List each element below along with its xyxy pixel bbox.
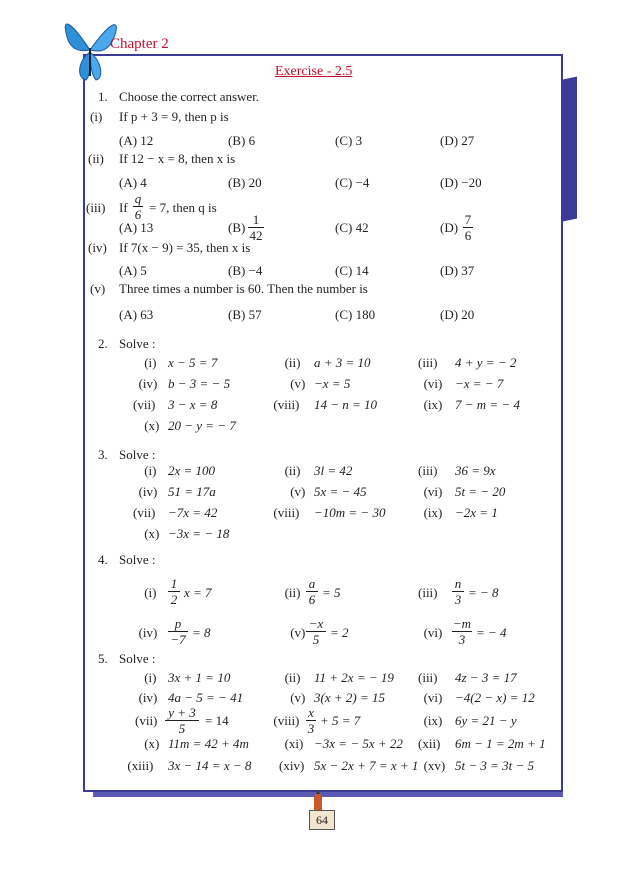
- problem-number: (viii): [273, 713, 300, 728]
- q1-i-opt-c: (C) 3: [335, 133, 363, 148]
- problem-number: (iii): [418, 670, 438, 685]
- q3-title: Solve :: [119, 447, 156, 462]
- q1-i-roman: (i): [90, 109, 103, 124]
- fraction-numerator: p: [174, 616, 182, 631]
- problem-number: (iv): [138, 625, 158, 640]
- fraction-numerator: 1: [170, 576, 178, 591]
- fraction-numerator: 1: [252, 212, 260, 227]
- fraction: [168, 617, 188, 646]
- q1-i-opt-d: (D) 27: [440, 133, 475, 148]
- equation: x − 5 = 7: [168, 355, 218, 370]
- equation-rhs: = 8: [192, 625, 211, 640]
- fraction-denominator: 42: [249, 228, 263, 243]
- equation: 3(x + 2) = 15: [314, 690, 385, 705]
- q5-number: 5.: [98, 651, 108, 666]
- q1-v-opt-d: (D) 20: [440, 307, 475, 322]
- q1-v-opt-a: (A) 63: [119, 307, 154, 322]
- equation: −3x = − 5x + 22: [314, 736, 403, 751]
- problem-number: (ix): [423, 397, 443, 412]
- q1-i-opt-b: (B) 6: [228, 133, 256, 148]
- equation: 20 − y = − 7: [168, 418, 236, 433]
- fraction-denominator: 6: [464, 228, 472, 243]
- q1-iii-stem-post: = 7, then q is: [149, 200, 217, 215]
- equation-rhs: = 2: [330, 625, 349, 640]
- q1-iv-opt-d: (D) 37: [440, 263, 475, 278]
- q1-iii-fraction: [133, 192, 143, 221]
- fraction-numerator: a: [308, 576, 316, 591]
- q1-iii-roman: (iii): [86, 200, 106, 215]
- q2-number: 2.: [98, 336, 108, 351]
- q1-ii-roman: (ii): [88, 151, 104, 166]
- equation: 5x = − 45: [314, 484, 367, 499]
- q5-vii-roman: (vii): [135, 713, 158, 728]
- q1-iii-stem-pre: If: [119, 200, 128, 215]
- fraction: [306, 617, 326, 646]
- frame-tab: [563, 77, 577, 222]
- fraction-denominator: 5: [178, 721, 186, 736]
- q2-title: Solve :: [119, 336, 156, 351]
- equation: −x = 5: [314, 376, 351, 391]
- fraction: [452, 577, 464, 606]
- equation: 5x − 2x + 7 = x + 1: [314, 758, 419, 773]
- equation: 7 − m = − 4: [455, 397, 520, 412]
- fraction-denominator: 2: [170, 592, 178, 607]
- fraction-denominator: 6: [134, 207, 142, 222]
- equation: −3x = − 18: [168, 526, 230, 541]
- problem-number: (ii): [284, 585, 301, 600]
- fraction: [306, 577, 318, 606]
- q1-iii-opt-c: (C) 42: [335, 220, 369, 235]
- fraction-denominator: −7: [170, 632, 186, 647]
- q1-i-stem: If p + 3 = 9, then p is: [119, 109, 229, 124]
- fraction-denominator: 3: [458, 632, 466, 647]
- fraction-numerator: 7: [464, 212, 472, 227]
- q1-v-stem: Three times a number is 60. Then the number is: [119, 281, 368, 296]
- q1-number: 1.: [98, 89, 108, 104]
- problem-number: (vi): [423, 376, 443, 391]
- problem-number: (v): [290, 690, 306, 705]
- fraction-denominator: 5: [312, 632, 320, 647]
- problem-number: (x): [144, 526, 160, 541]
- problem-number: (viii): [273, 397, 300, 412]
- q1-iii-opt-a: (A) 13: [119, 220, 154, 235]
- problem-number: (i): [144, 585, 157, 600]
- fraction-denominator: 3: [307, 721, 315, 736]
- q1-ii-stem: If 12 − x = 8, then x is: [119, 151, 236, 166]
- equation-rhs: = − 8: [468, 585, 499, 600]
- q1-ii-opt-c: (C) −4: [335, 175, 370, 190]
- equation: 5t − 3 = 3t − 5: [455, 758, 535, 773]
- q1-iii-opt-d-fraction: [463, 213, 473, 242]
- equation: b − 3 = − 5: [168, 376, 231, 391]
- q4-title: Solve :: [119, 552, 156, 567]
- q1-ii-opt-d: (D) −20: [440, 175, 482, 190]
- equation: 4a − 5 = − 41: [168, 690, 244, 705]
- problem-number: (v): [290, 376, 306, 391]
- problem-number: (i): [144, 463, 157, 478]
- equation-rhs: x = 7: [184, 585, 212, 600]
- equation: −7x = 42: [168, 505, 218, 520]
- problem-number: (v): [290, 625, 306, 640]
- page-number: 64: [309, 810, 335, 830]
- fraction-numerator: x: [308, 705, 314, 720]
- q3-number: 3.: [98, 447, 108, 462]
- problem-number: (vi): [423, 625, 443, 640]
- q1-iv-roman: (iv): [88, 240, 107, 255]
- q1-iv-stem: If 7(x − 9) = 35, then x is: [119, 240, 251, 255]
- q4-number: 4.: [98, 552, 108, 567]
- q1-v-roman: (v): [90, 281, 106, 296]
- equation-rhs: = 5: [322, 585, 341, 600]
- q5-vii-rhs: = 14: [205, 713, 229, 728]
- q1-v-opt-b: (B) 57: [228, 307, 262, 322]
- problem-number: (ii): [284, 355, 301, 370]
- problem-number: (i): [144, 355, 157, 370]
- problem-number: (x): [144, 736, 160, 751]
- problem-number: (vi): [423, 690, 443, 705]
- equation: 2x = 100: [168, 463, 216, 478]
- equation: 6y = 21 − y: [455, 713, 517, 728]
- q1-iv-opt-b: (B) −4: [228, 263, 263, 278]
- equation: −2x = 1: [455, 505, 498, 520]
- equation: + 5 = 7: [320, 713, 361, 728]
- q5-title: Solve :: [119, 651, 156, 666]
- q5-vii-fraction: [165, 706, 199, 735]
- equation: −4(2 − x) = 12: [455, 690, 535, 705]
- q1-iv-opt-c: (C) 14: [335, 263, 369, 278]
- q1-ii-opt-a: (A) 4: [119, 175, 147, 190]
- problem-number: (iii): [418, 585, 438, 600]
- problem-number: (iii): [418, 463, 438, 478]
- q1-iii-opt-d: (D): [440, 220, 459, 235]
- problem-number: (xi): [284, 736, 304, 751]
- fraction-numerator: −x: [308, 616, 324, 631]
- exercise-title: Exercise - 2.5: [275, 64, 353, 79]
- q1-i-opt-a: (A) 12: [119, 133, 154, 148]
- equation: 3 − x = 8: [168, 397, 218, 412]
- equation: 36 = 9x: [455, 463, 496, 478]
- problem-number: (x): [144, 418, 160, 433]
- problem-number: (ii): [284, 463, 301, 478]
- equation-rhs: = − 4: [476, 625, 507, 640]
- fraction: [452, 617, 472, 646]
- q1-iii-opt-b-fraction: [248, 213, 264, 242]
- problem-number: (iv): [138, 484, 158, 499]
- problem-number: (vii): [133, 397, 156, 412]
- q5-viii-fraction: [306, 706, 316, 735]
- problem-number: (xv): [423, 758, 446, 773]
- equation: 3x − 14 = x − 8: [168, 758, 252, 773]
- problem-number: (iv): [138, 690, 158, 705]
- fraction-numerator: y + 3: [168, 705, 196, 720]
- problem-number: (ii): [284, 670, 301, 685]
- problem-number: (i): [144, 670, 157, 685]
- fraction: [168, 577, 180, 606]
- equation: 4 + y = − 2: [455, 355, 517, 370]
- problem-number: (xii): [418, 736, 441, 751]
- q1-iv-opt-a: (A) 5: [119, 263, 147, 278]
- equation: −x = − 7: [455, 376, 504, 391]
- chapter-title: Chapter 2: [110, 36, 169, 52]
- problem-number: (viii): [273, 505, 300, 520]
- fraction-numerator: q: [134, 191, 142, 206]
- equation: 4z − 3 = 17: [455, 670, 517, 685]
- q1-iii-opt-b: (B): [228, 220, 246, 235]
- equation: 3l = 42: [314, 463, 353, 478]
- equation: −10m = − 30: [314, 505, 386, 520]
- problem-number: (iv): [138, 376, 158, 391]
- equation: 6m − 1 = 2m + 1: [455, 736, 546, 751]
- problem-number: (v): [290, 484, 306, 499]
- problem-number: (ix): [423, 713, 443, 728]
- equation: 14 − n = 10: [314, 397, 378, 412]
- problem-number: (ix): [423, 505, 443, 520]
- pencil-icon: [313, 790, 323, 810]
- problem-number: (iii): [418, 355, 438, 370]
- equation: 11 + 2x = − 19: [314, 670, 394, 685]
- problem-number: (xiii): [127, 758, 154, 773]
- equation: 11m = 42 + 4m: [168, 736, 249, 751]
- q1-ii-opt-b: (B) 20: [228, 175, 262, 190]
- problem-number: (xiv): [279, 758, 305, 773]
- q1-title: Choose the correct answer.: [119, 89, 260, 104]
- problem-number: (vi): [423, 484, 443, 499]
- equation: 51 = 17a: [168, 484, 216, 499]
- problem-number: (vii): [133, 505, 156, 520]
- equation: 3x + 1 = 10: [168, 670, 231, 685]
- q1-v-opt-c: (C) 180: [335, 307, 376, 322]
- fraction-numerator: n: [454, 576, 462, 591]
- equation: a + 3 = 10: [314, 355, 371, 370]
- fraction-denominator: 6: [308, 592, 316, 607]
- fraction-denominator: 3: [454, 592, 462, 607]
- fraction-numerator: −m: [452, 616, 472, 631]
- equation: 5t = − 20: [455, 484, 506, 499]
